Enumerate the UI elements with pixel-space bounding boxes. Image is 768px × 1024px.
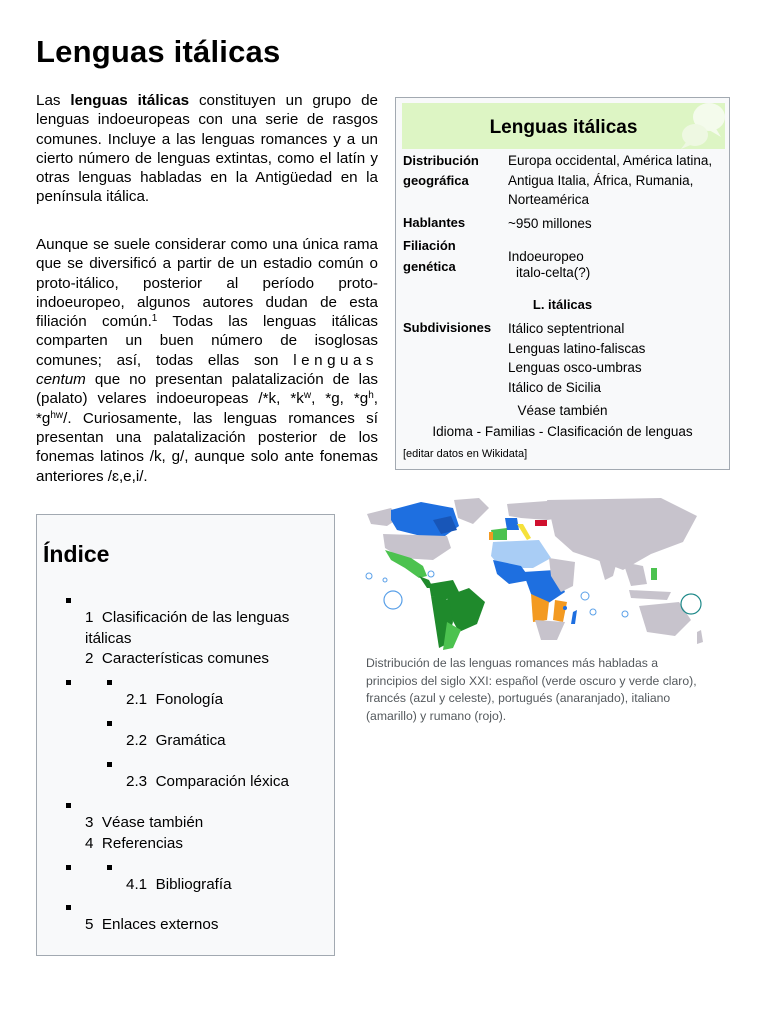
infobox-header	[402, 103, 725, 149]
toc-item-1[interactable]: 1 Clasificación de las lenguas itálicas	[85, 609, 290, 647]
distribution-label: Distribución geográfica	[403, 153, 479, 188]
page-title: Lenguas itálicas	[36, 34, 281, 69]
edit-wikidata-link[interactable]: [editar datos en Wikidata]	[403, 448, 528, 460]
territory-marker	[681, 594, 701, 614]
see-also-title: Véase también	[517, 403, 608, 418]
filiation-italo-celta-link[interactable]: italo-celta(?)	[516, 264, 591, 280]
philippines-shape	[651, 568, 657, 580]
southern-africa-shape	[535, 620, 565, 640]
intro-paragraph-1: Las lenguas itálicas constituyen un grupo de lenguas indoeuropeas con una serie de rasgos comunes. Incluye a las lenguas romances y a un cierto número de lenguas extintas, como el latín y otras lenguas habladas en la Antigüedad en la península itálica.	[36, 92, 378, 206]
toc-item-4[interactable]: 4 Referencias	[85, 835, 183, 852]
territory-marker	[622, 611, 628, 617]
toc-bullet	[107, 762, 112, 767]
new-zealand-shape	[697, 630, 703, 644]
filiation-label: Filiación genética	[403, 238, 456, 274]
territory-marker	[428, 571, 434, 577]
bold-term: lenguas itálicas	[70, 92, 190, 109]
territory-marker	[563, 606, 567, 610]
toc-bullet	[66, 680, 71, 685]
asia-shape	[547, 498, 697, 570]
madagascar-shape	[571, 610, 577, 624]
france-shape	[505, 518, 519, 530]
toc-bullet	[66, 803, 71, 808]
iberia-shape	[491, 528, 507, 540]
territory-marker	[384, 591, 402, 609]
subdivision-item[interactable]: Lenguas latino-faliscas	[508, 340, 646, 356]
territory-marker	[581, 592, 589, 600]
speakers-label: Hablantes	[403, 215, 466, 230]
toc-item-4-1[interactable]: 4.1 Bibliografía	[126, 876, 232, 893]
subdivisions-label: Subdivisiones	[403, 320, 492, 335]
speech-bubbles-icon	[665, 103, 725, 149]
territory-marker	[590, 609, 596, 615]
toc-bullet	[66, 598, 71, 603]
world-map-romance-languages[interactable]	[361, 496, 706, 651]
portugal-shape	[489, 532, 493, 540]
toc-item-3[interactable]: 3 Véase también	[85, 814, 204, 831]
toc-item-2-3[interactable]: 2.3 Comparación léxica	[126, 773, 289, 790]
territory-marker	[383, 578, 387, 582]
toc-item-2-1[interactable]: 2.1 Fonología	[126, 691, 224, 708]
greenland-shape	[454, 498, 489, 524]
distribution-value: Europa occidental, América latina, Antigua Italia, África, Rumania, Norteamérica	[508, 153, 713, 207]
filiation-indoeuropeo-link[interactable]: Indoeuropeo	[508, 249, 584, 264]
toc-item-2[interactable]: 2 Características comunes	[85, 650, 270, 667]
infobox	[395, 97, 730, 470]
toc-bullet	[107, 680, 112, 685]
subdivision-item[interactable]: Itálico septentrional	[508, 321, 625, 336]
table-of-contents	[36, 514, 335, 956]
toc-bullet	[107, 865, 112, 870]
india-shape	[597, 552, 619, 580]
mozambique-shape	[553, 600, 567, 622]
territory-marker	[366, 573, 372, 579]
southeast-asia-shape	[623, 562, 647, 586]
speakers-value: ~950 millones	[508, 216, 592, 231]
toc-item-2-2[interactable]: 2.2 Gramática	[126, 732, 226, 749]
lenguas-link[interactable]: lenguas	[293, 351, 378, 369]
italy-shape	[517, 524, 531, 540]
australia-shape	[639, 602, 691, 636]
toc-bullet	[107, 721, 112, 726]
centum-link[interactable]: centum	[36, 371, 86, 389]
see-also-links[interactable]: Idioma - Familias - Clasificación de lenguas	[432, 424, 693, 439]
subdivisions-list	[508, 319, 726, 397]
toc-title: Índice	[43, 541, 110, 567]
toc-item-5[interactable]: 5 Enlaces externos	[85, 916, 219, 933]
section-title: L. itálicas	[532, 297, 593, 312]
intro-paragraph-2: Aunque se suele considerar como una única rama que se diversificó a partir de un estadio común o proto-itálico, posterior al período proto-indoeuropeo, algunos autores dudan de esta filiación común.$^1$ Todas las lenguas itálicas comparten un buen número de isoglosas comunes; así, todas ellas son lenguas centum que no presentan palatalización de las (palato) velares indoeuropeas /*k, $*k^w$, *g, $*g^h$, $*g^{hw}/$. Curiosamente, las lenguas romances sí presentan una palatalización posterior de los fonemas latinos /k, g/, aunque solo ante fonemas anteriores /ɛ,e,i/.	[36, 236, 378, 485]
map-caption: Distribución de las lenguas romances más habladas a principios del siglo XXI: español (verde oscuro y verde claro), francés (azul y celeste), portugués (anaranjado), italiano (amarillo) y rumano (rojo).	[366, 656, 697, 723]
infobox-title: Lenguas itálicas	[489, 117, 638, 138]
reference-link[interactable]: 1	[151, 313, 158, 325]
filiation-value	[508, 249, 726, 280]
toc-bullet	[66, 905, 71, 910]
subdivision-item[interactable]: Lenguas osco-umbras	[508, 360, 642, 375]
subdivision-item[interactable]: Itálico de Sicilia	[508, 379, 602, 395]
toc-bullet	[66, 865, 71, 870]
indonesia-shape	[629, 590, 671, 600]
romania-shape	[535, 520, 547, 526]
